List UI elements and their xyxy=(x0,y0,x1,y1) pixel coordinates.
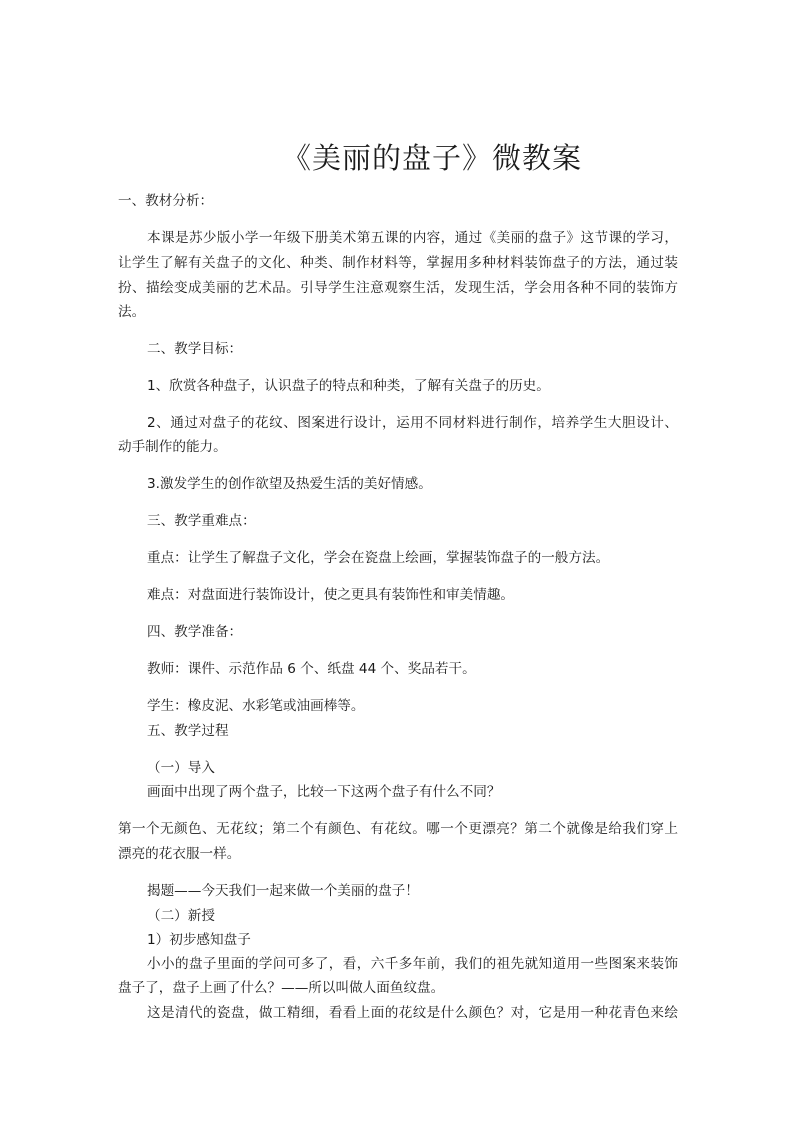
section-heading-key-points: 三、教学重难点： xyxy=(147,513,256,529)
paragraph-line: 盘子了，盘子上画了什么？——所以叫做人面鱼纹盘。 xyxy=(118,980,445,996)
teacher-preparation: 教师：课件、示范作品 6 个、纸盘 44 个、奖品若干。 xyxy=(147,661,476,677)
key-point: 重点：让学生了解盘子文化，学会在瓷盘上绘画，掌握装饰盘子的一般方法。 xyxy=(147,550,610,566)
paragraph-line: 漂亮的花衣服一样。 xyxy=(118,846,241,862)
section-heading-teaching-goals: 二、教学目标： xyxy=(147,341,243,357)
paragraph-line: 第一个无颜色、无花纹；第二个有颜色、有花纹。哪一个更漂亮？第二个就像是给我们穿上 xyxy=(118,821,678,837)
paragraph-line: 画面中出现了两个盘子，比较一下这两个盘子有什么不同？ xyxy=(147,784,501,800)
section-heading-preparation: 四、教学准备： xyxy=(147,624,243,640)
goal-item-2: 2、通过对盘子的花纹、图案进行设计，运用不同材料进行制作，培养学生大胆设计、 xyxy=(147,415,678,431)
paragraph-line: 让学生了解有关盘子的文化、种类、制作材料等，掌握用多种材料装饰盘子的方法，通过装 xyxy=(118,255,678,271)
student-preparation: 学生：橡皮泥、水彩笔或油画棒等。 xyxy=(147,698,365,714)
section-heading-material-analysis: 一、教材分析： xyxy=(118,193,214,209)
paragraph-line: 法。 xyxy=(118,304,146,320)
paragraph-line: 本课是苏少版小学一年级下册美术第五课的内容，通过《美丽的盘子》这节课的学习， xyxy=(147,230,678,246)
difficult-point: 难点：对盘面进行装饰设计，使之更具有装饰性和审美情趣。 xyxy=(147,587,515,603)
goal-item-1: 1、欣赏各种盘子，认识盘子的特点和种类，了解有关盘子的历史。 xyxy=(147,378,550,394)
subsection-heading-new-lesson: （二）新授 xyxy=(147,908,215,924)
subsection-heading-intro: （一）导入 xyxy=(147,760,215,776)
document-title: 《美丽的盘子》微教案 xyxy=(281,141,582,175)
section-heading-process: 五、教学过程 xyxy=(147,723,229,739)
step-heading: 1）初步感知盘子 xyxy=(147,932,251,948)
paragraph-line: 这是清代的瓷盘，做工精细，看看上面的花纹是什么颜色？对，它是用一种花青色来绘 xyxy=(147,1005,678,1021)
paragraph-line: 小小的盘子里面的学问可多了，看，六千多年前，我们的祖先就知道用一些图案来装饰 xyxy=(147,956,678,972)
paragraph-line: 揭题——今天我们一起来做一个美丽的盘子！ xyxy=(147,883,419,899)
goal-item-3: 3.激发学生的创作欲望及热爱生活的美好情感。 xyxy=(147,476,432,492)
goal-item-2-continued: 动手制作的能力。 xyxy=(118,439,227,455)
paragraph-line: 扮、描绘变成美丽的艺术品。引导学生注意观察生活，发现生活，学会用各种不同的装饰方 xyxy=(118,280,678,296)
